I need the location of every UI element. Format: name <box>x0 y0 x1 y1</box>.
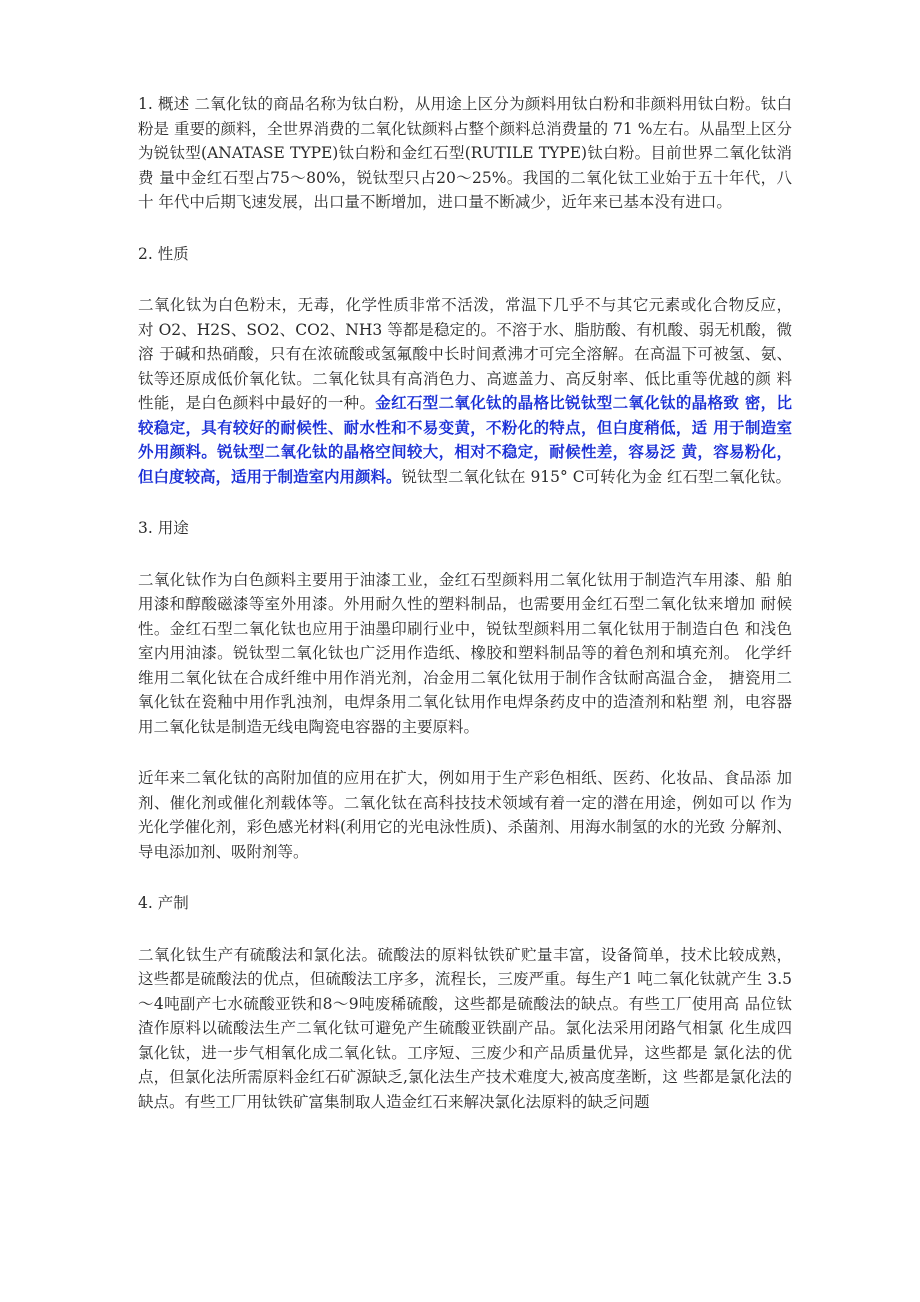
uses-paragraph-2: 近年来二氧化钛的高附加值的应用在扩大，例如用于生产彩色相纸、医药、化妆品、食品添 加剂、催化剂或催化剂载体等。二氧化钛在高科技技术领域有着一定的潜在用途，例如可以 作为光化学催化剂，彩色感光材料(利用它的光电泳性质)、杀菌剂、用海水制氢的水的光致 分解剂、导电添加剂、吸附剂等。 <box>138 769 792 861</box>
overview-paragraph: 1. 概述 二氧化钛的商品名称为钛白粉，从用途上区分为颜料用钛白粉和非颜料用钛白粉。钛白粉是 重要的颜料，全世界消费的二氧化钛颜料占整个颜料总消费量的 71 %左右。从晶型上区分 为锐钛型(ANATASE TYPE)钛白粉和金红石型(RUTILE TYPE)钛白粉。目前世界二氧化钛消费 量中金红石型占75～80%，锐钛型只占20～25%。我国的二氧化钛工业始于五十年代，八十 年代中后期飞速发展，出口量不断增加，进口量不断减少，近年来已基本没有进口。 <box>138 95 792 211</box>
production-heading: 4. 产制 <box>138 894 189 912</box>
highlighted-crystal-text: 金红石型二氧化钛的晶格比锐钛型二氧化钛的晶格致 密，比较稳定，具有较好的耐候性、耐水性和不易变黄，不粉化的特点，但白度稍低，适 用于制造室外用颜料。锐钛型二氧化钛的晶格空间较大，相对不稳定，耐候性差，容易泛 黄，容易粉化，但白度较高，适用于制造室内用颜料。 <box>138 393 792 486</box>
production-paragraph: 二氧化钛生产有硫酸法和氯化法。硫酸法的原料钛铁矿贮量丰富，设备简单，技术比较成熟， 这些都是硫酸法的优点，但硫酸法工序多，流程长，三废严重。每生产1 吨二氧化钛就产生 3.5～4吨副产七水硫酸亚铁和8～9吨废稀硫酸，这些都是硫酸法的缺点。有些工厂使用高 品位钛渣作原料以硫酸法生产二氧化钛可避免产生硫酸亚铁副产品。氯化法采用闭路气相氯 化生成四氯化钛，进一步气相氧化成二氧化钛。工序短、三废少和产品质量优异，这些都是 氯化法的优点，但氯化法所需原料金红石矿源缺乏,氯化法生产技术难度大,被高度垄断，这 些都是氯化法的缺点。有些工厂用钛铁矿富集制取人造金红石来解决氯化法原料的缺乏问题 <box>138 945 792 1111</box>
uses-heading: 3. 用途 <box>138 519 189 537</box>
document-body <box>138 92 792 1141</box>
properties-text: 二氧化钛为白色粉末，无毒，化学性质非常不活泼，常温下几乎不与其它元素或化合物反应， 对 O2、H2S、SO2、CO2、NH3 等都是稳定的。不溶于水、脂肪酸、有机酸、弱无机酸，微溶 于碱和热硝酸，只有在浓硫酸或氢氟酸中长时间煮沸才可完全溶解。在高温下可被氢、氨、 钛等还原成低价氧化钛。二氧化钛具有高消色力、高遮盖力、高反射率、低比重等优越的颜 料性能，是白色颜料中最好的一种。 <box>138 296 792 412</box>
properties-paragraph <box>138 293 792 489</box>
properties-heading: 2. 性质 <box>138 244 189 263</box>
uses-paragraph-1: 二氧化钛作为白色颜料主要用于油漆工业，金红石型颜料用二氧化钛用于制造汽车用漆、船 舶用漆和醇酸磁漆等室外用漆。外用耐久性的塑料制品，也需要用金红石型二氧化钛来增加 耐候性。金红石型二氧化钛也应用于油墨印刷行业中，锐钛型颜料用二氧化钛用于制造白色 和浅色室内用油漆。锐钛型二氧化钛也广泛用作造纸、橡胶和塑料制品等的着色剂和填充剂。 化学纤维用二氧化钛在合成纤维中用作消光剂，冶金用二氧化钛用于制作含钛耐高温合金， 搪瓷用二氧化钛在瓷釉中用作乳浊剂，电焊条用二氧化钛用作电焊条药皮中的造渣剂和粘塑 剂，电容器用二氧化钛是制造无线电陶瓷电容器的主要原料。 <box>138 570 792 736</box>
properties-text-end: 锐钛型二氧化钛在 915° C可转化为金 红石型二氧化钛。 <box>401 467 791 486</box>
